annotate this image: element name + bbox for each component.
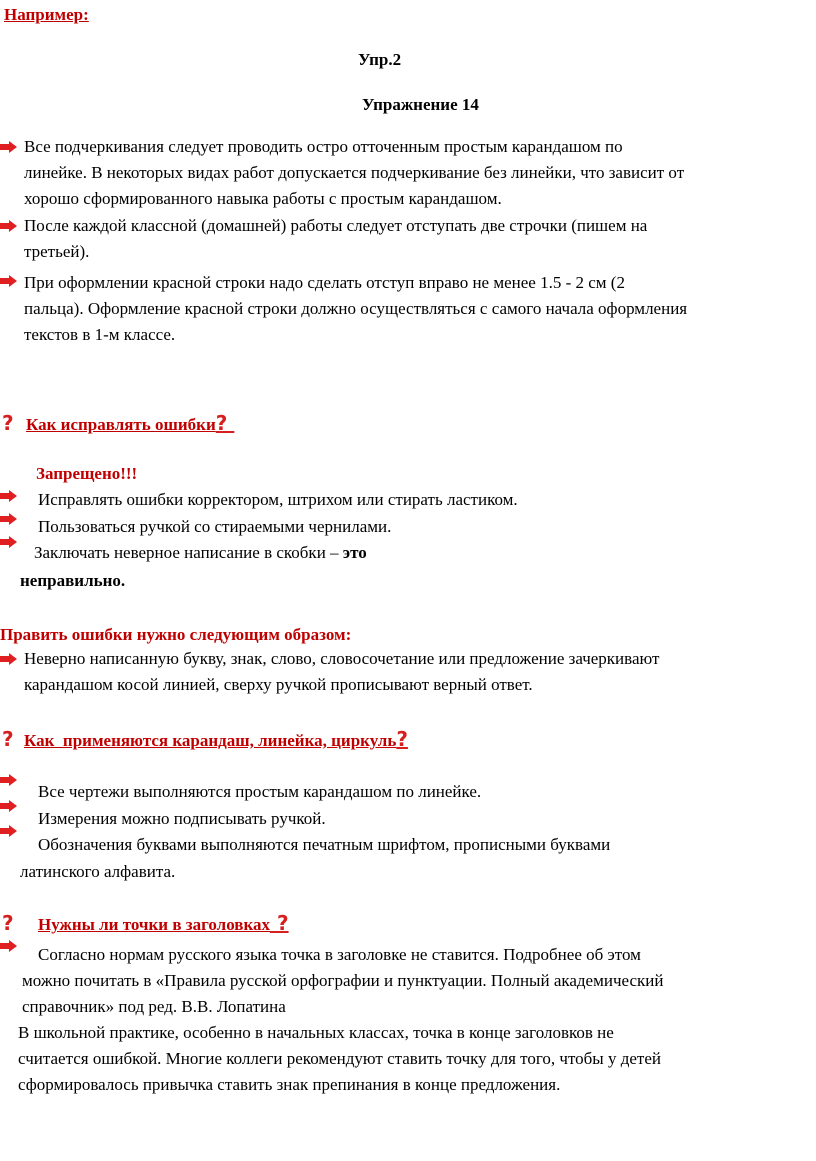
red-arrow-icon bbox=[0, 653, 17, 665]
red-arrow-icon bbox=[0, 536, 17, 548]
red-arrow-icon bbox=[0, 825, 17, 837]
tools-item-1: Все чертежи выполняются простым карандашом по линейке. bbox=[38, 782, 482, 801]
red-arrow-icon bbox=[0, 275, 17, 287]
intro-bullet-2: После каждой классной (домашней) работы следует отступать две строчки (пишем на третьей). bbox=[24, 216, 648, 261]
tools-item-3: Обозначения буквами выполняются печатным шрифтом, прописными буквами bbox=[38, 835, 611, 854]
forbidden-item-3: Заключать неверное написание в скобки – это bbox=[34, 543, 367, 562]
forbidden-item-1: Исправлять ошибки корректором, штрихом или стирать ластиком. bbox=[38, 490, 518, 509]
dots-line-2: можно почитать в «Правила русской орфографии и пунктуации. Полный академический bbox=[22, 971, 664, 990]
question-mark-icon: ? bbox=[270, 911, 289, 935]
intro-bullet-3: При оформлении красной строки надо сделать отступ вправо не менее 1.5 - 2 см (2 пальца). Оформление красной строки должно осуществляться с самого начала оформления текстов в 1-м классе. bbox=[24, 273, 688, 344]
question-mark-icon: ? bbox=[2, 411, 14, 435]
red-arrow-icon bbox=[0, 940, 17, 952]
question-mark-icon: ? bbox=[396, 727, 408, 751]
title-exercise: Упражнение 14 bbox=[362, 95, 479, 114]
question-mark-icon: ? bbox=[215, 411, 235, 435]
example-heading: Например: bbox=[4, 5, 89, 24]
section1-title: Как исправлять ошибки? bbox=[26, 411, 235, 435]
red-arrow-icon bbox=[0, 141, 17, 153]
title-upr: Упр.2 bbox=[358, 50, 402, 69]
dots-line-3: справочник» под ред. В.В. Лопатина bbox=[22, 997, 286, 1016]
forbidden-item-3-cont: неправильно. bbox=[20, 571, 126, 590]
red-arrow-icon bbox=[0, 774, 17, 786]
red-arrow-icon bbox=[0, 800, 17, 812]
section3-title: Нужны ли точки в заголовках ? bbox=[38, 911, 289, 935]
fix-text: Неверно написанную букву, знак, слово, словосочетание или предложение зачеркивают карандашом косой линией, сверху ручкой прописывают верный ответ. bbox=[24, 649, 660, 694]
red-arrow-icon bbox=[0, 490, 17, 502]
forbidden-item-2: Пользоваться ручкой со стираемыми чернилами. bbox=[38, 517, 392, 536]
fix-label: Править ошибки нужно следующим образом: bbox=[0, 625, 352, 644]
question-mark-icon: ? bbox=[2, 727, 14, 751]
red-arrow-icon bbox=[0, 220, 17, 232]
red-arrow-icon bbox=[0, 513, 17, 525]
dots-paragraph: В школьной практике, особенно в начальных классах, точка в конце заголовков не считается ошибкой. Многие коллеги рекомендуют ставить точку для того, чтобы у детей сформировалось привычка ставить знак препинания в конце предложения. bbox=[18, 1023, 661, 1094]
tools-item-3-cont: латинского алфавита. bbox=[20, 862, 176, 881]
tools-item-2: Измерения можно подписывать ручкой. bbox=[38, 809, 326, 828]
section2-title: Как применяются карандаш, линейка, циркуль? bbox=[24, 727, 408, 751]
dots-line-1: Согласно нормам русского языка точка в заголовке не ставится. Подробнее об этом bbox=[38, 945, 641, 964]
intro-bullet-1: Все подчеркивания следует проводить остро отточенным простым карандашом по линейке. В некоторых видах работ допускается подчеркивание без линейки, что зависит от хорошо сформированного навыка работы с простым карандашом. bbox=[24, 137, 685, 208]
question-mark-icon: ? bbox=[2, 911, 14, 935]
forbidden-label: Запрещено!!! bbox=[36, 464, 138, 483]
